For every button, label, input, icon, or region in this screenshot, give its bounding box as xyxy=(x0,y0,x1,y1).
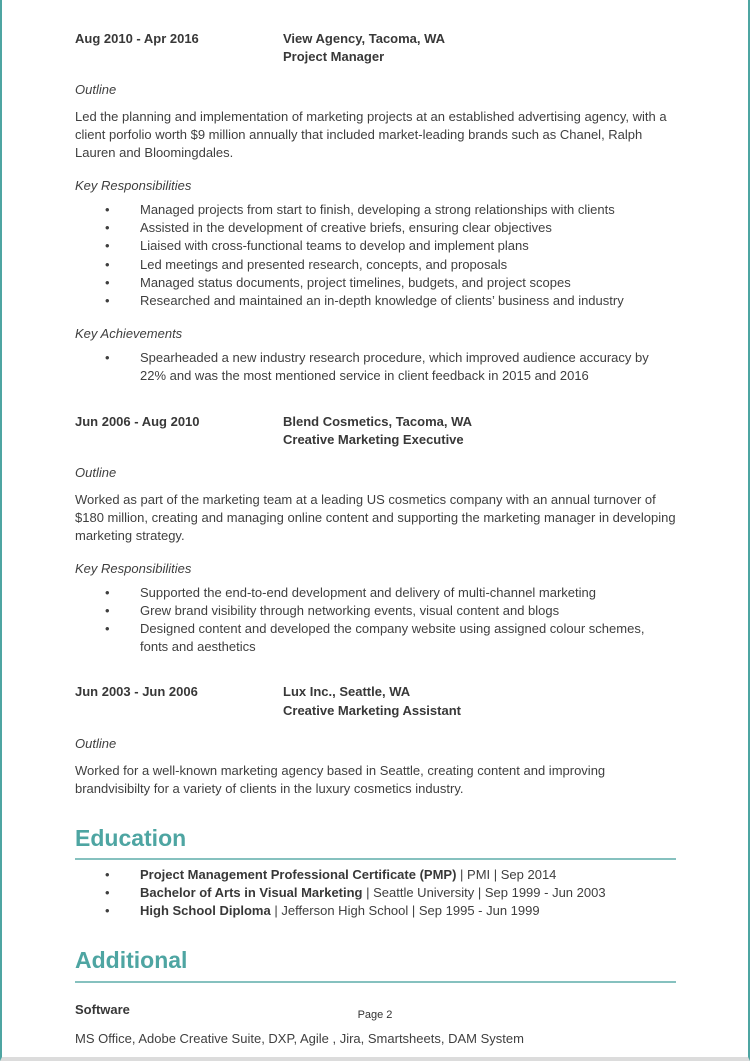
job-title-block xyxy=(283,413,676,449)
job-dates: Aug 2010 - Apr 2016 xyxy=(75,31,199,46)
job-title-block xyxy=(283,683,676,719)
job-company: View Agency, Tacoma, WA xyxy=(283,31,446,46)
responsibility-item: • Grew brand visibility through networking events, visual content and blogs xyxy=(105,602,676,620)
responsibility-item: • Led meetings and presented research, concepts, and proposals xyxy=(105,256,676,274)
achievement-item: • Spearheaded a new industry research procedure, which improved audience accuracy by 22% and was the most mentioned service in client feedback in 2015 and 2016 xyxy=(105,349,676,385)
job-company: Blend Cosmetics, Tacoma, WA xyxy=(283,413,473,429)
job-entry-lux-inc xyxy=(75,683,676,797)
education-section xyxy=(75,826,676,921)
additional-section xyxy=(75,948,676,1047)
job-title-block xyxy=(283,30,676,66)
job-header xyxy=(75,413,676,449)
job-role: Project Manager xyxy=(283,49,385,65)
responsibility-item: • Designed content and developed the company website using assigned colour schemes, fonts and aesthetics xyxy=(105,620,676,656)
responsibility-item: • Liaised with cross-functional teams to develop and implement plans xyxy=(105,237,676,255)
education-details: | Jefferson High School | Sep 1995 - Jun 1999 xyxy=(270,903,540,919)
job-outline-text: Worked for a well-known marketing agency based in Seattle, creating content and improving brandvisibilty for a variety of clients in the luxury cosmetics industry. xyxy=(75,762,606,796)
job-role: Creative Marketing Executive xyxy=(283,431,464,447)
job-header xyxy=(75,30,676,66)
outline-label: Outline xyxy=(75,82,117,98)
job-header xyxy=(75,683,676,719)
responsibilities-list xyxy=(75,584,676,657)
job-dates: Jun 2006 - Aug 2010 xyxy=(75,413,200,429)
education-degree: Bachelor of Arts in Visual Marketing xyxy=(140,884,363,900)
job-role: Creative Marketing Assistant xyxy=(283,702,461,718)
job-outline-text: Led the planning and implementation of marketing projects at an established advertising agency, with a client porfolio worth $9 million annually that included market-leading brands such as Chanel, Ralph Lauren and Bloomingdales. xyxy=(75,109,667,161)
education-details: | PMI | Sep 2014 xyxy=(456,866,557,882)
achievements-list xyxy=(75,349,676,385)
software-text: MS Office, Adobe Creative Suite, DXP, Agile , Jira, Smartsheets, DAM System xyxy=(75,1030,524,1046)
job-outline-text: Worked as part of the marketing team at a leading US cosmetics company with an annual turnover of $180 million, creating and managing online content and supporting the marketing manager in developing marketing strategy. xyxy=(75,491,676,543)
education-item xyxy=(105,902,676,920)
responsibilities-label: Key Responsibilities xyxy=(75,178,192,194)
job-entry-blend-cosmetics xyxy=(75,413,676,657)
resume-content xyxy=(2,0,748,1048)
responsibilities-list xyxy=(75,201,676,310)
outline-label: Outline xyxy=(75,464,117,480)
responsibility-item: • Supported the end-to-end development and delivery of multi-channel marketing xyxy=(105,584,676,602)
education-item xyxy=(105,884,676,902)
responsibility-item: • Assisted in the development of creative briefs, ensuring clear objectives xyxy=(105,219,676,237)
education-degree: High School Diploma xyxy=(140,903,271,919)
responsibility-item: • Managed projects from start to finish, developing a strong relationships with clients xyxy=(105,201,676,219)
education-list xyxy=(75,866,676,921)
education-degree: Project Management Professional Certificate (PMP) xyxy=(140,866,457,882)
job-entry-view-agency xyxy=(75,30,676,386)
job-dates: Jun 2003 - Jun 2006 xyxy=(75,684,198,700)
education-item xyxy=(105,866,676,884)
achievements-label: Key Achievements xyxy=(75,326,183,342)
software-label: Software xyxy=(75,1001,130,1017)
education-details: | Seattle University | Sep 1999 - Jun 2003 xyxy=(362,884,606,900)
responsibilities-label: Key Responsibilities xyxy=(75,560,192,576)
page-number-footer: Page 2 xyxy=(357,1009,393,1021)
additional-heading: Additional xyxy=(75,948,676,982)
job-company: Lux Inc., Seattle, WA xyxy=(283,684,411,700)
outline-label: Outline xyxy=(75,735,117,751)
responsibility-item: • Researched and maintained an in-depth knowledge of clients’ business and industry xyxy=(105,292,676,310)
responsibility-item: • Managed status documents, project timelines, budgets, and project scopes xyxy=(105,274,676,292)
education-heading: Education xyxy=(75,826,676,860)
